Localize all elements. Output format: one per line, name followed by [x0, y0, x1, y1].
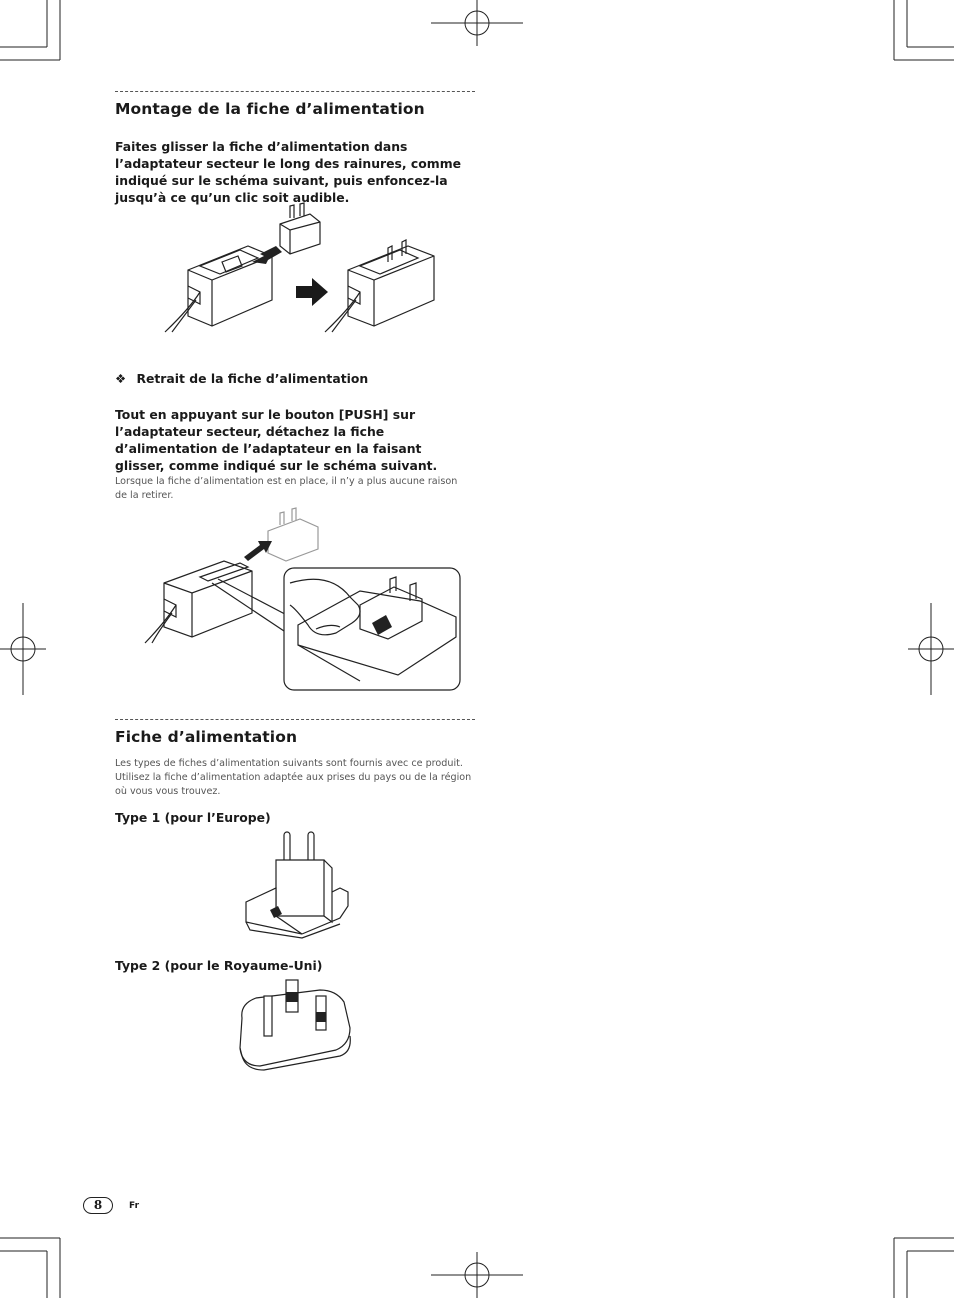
uk-plug-illustration — [236, 978, 356, 1078]
removal-instruction: Tout en appuyant sur le bouton [PUSH] sur l’adaptateur secteur, détachez la fiche d’alimentation de l’adaptateur en la faisant glisser, comme indiqué sur le schéma suivant. — [115, 407, 438, 473]
removal-illustration — [140, 505, 460, 695]
plug-intro: Les types de fiches d’alimentation suivants sont fournis avec ce produit. Utilisez la fiche d’alimentation adaptée aux prises du pays ou de la région où vous vous trouvez. — [115, 758, 472, 797]
section-title-plug: Fiche d’alimentation — [115, 728, 298, 746]
page-number: 8 — [83, 1197, 113, 1214]
section-divider — [115, 719, 475, 720]
section-divider — [115, 91, 475, 92]
mounting-illustration — [160, 208, 460, 338]
diamond-bullet-icon: ❖ — [115, 371, 127, 386]
removal-title: Retrait de la fiche d’alimentation — [136, 371, 369, 386]
removal-note: Lorsque la fiche d’alimentation est en place, il n’y a plus aucune raison de la retirer. — [115, 476, 458, 501]
type1-label: Type 1 (pour l’Europe) — [115, 810, 271, 825]
europe-plug-illustration — [244, 830, 354, 940]
removal-heading — [115, 371, 368, 386]
type2-label: Type 2 (pour le Royaume-Uni) — [115, 958, 323, 973]
mounting-instruction: Faites glisser la fiche d’alimentation dans l’adaptateur secteur le long des rainures, comme indiqué sur le schéma suivant, puis enfoncez-la jusqu’à ce qu’un clic soit audible. — [115, 139, 462, 205]
section-title-mounting: Montage de la fiche d’alimentation — [115, 100, 425, 118]
language-code: Fr — [129, 1201, 140, 1211]
